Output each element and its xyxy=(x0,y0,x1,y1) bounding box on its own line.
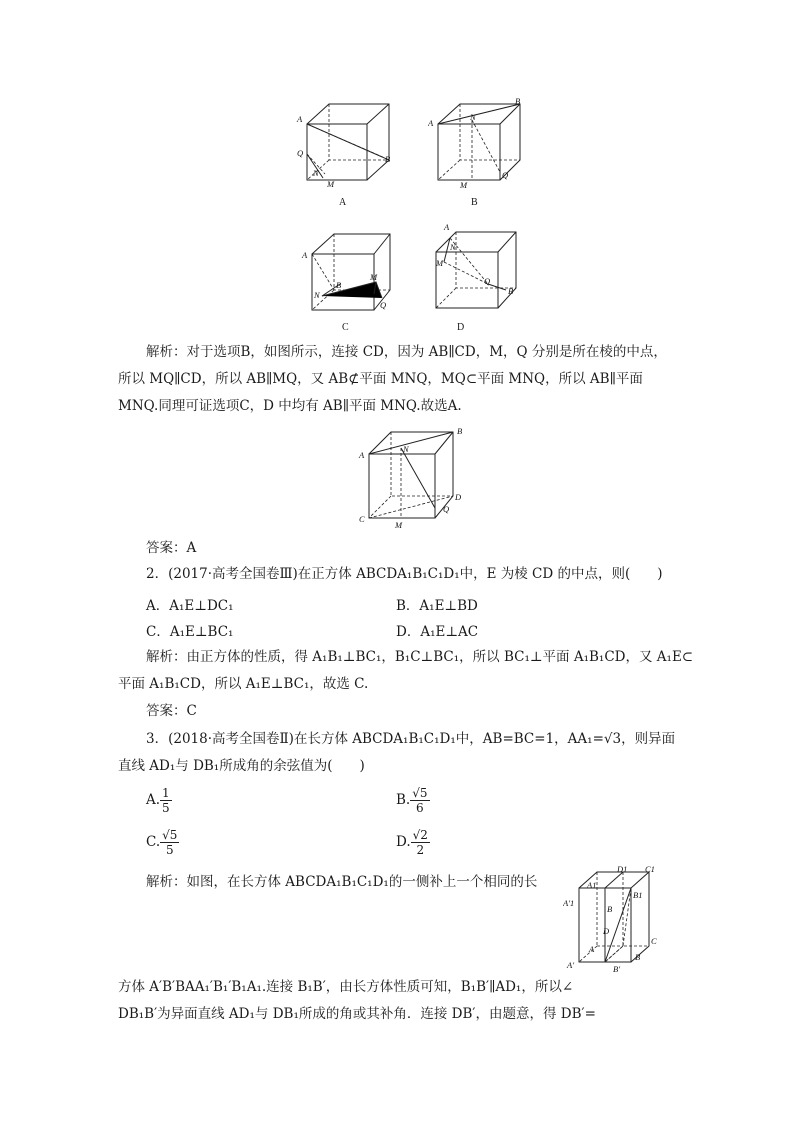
cub-label-a: A xyxy=(589,944,595,954)
fig-b-label-m: M xyxy=(460,180,468,188)
fig-d-label-a: A xyxy=(444,222,450,232)
q2-analysis-line-1: 解析：由正方体的性质，得 A₁B₁⊥BC₁，B₁C⊥BC₁，所以 BC₁⊥平面 A₁B₁CD，又 A₁E⊂ xyxy=(146,649,694,665)
cub-label-a1p: A'1 xyxy=(563,898,575,908)
q3-option-d-den: 2 xyxy=(416,843,425,857)
fig-a-label-b: B xyxy=(385,154,391,164)
q2-analysis-line-2: 平面 A₁B₁CD，所以 A₁E⊥BC₁，故选 C. xyxy=(118,676,369,692)
q3-analysis-line-2: 方体 A′B′BAA₁′B₁′B₁A₁.连接 B₁B′，由长方体性质可知，B₁B′∥AD₁，所以∠ xyxy=(118,979,574,995)
q3-stem-line-2: 直线 AD₁与 DB₁所成角的余弦值为( ) xyxy=(118,758,365,774)
sol-label-n: N xyxy=(403,444,409,454)
q3-analysis-line-3: DB₁B′为异面直线 AD₁与 DB₁所成的角或其补角．连接 DB′，由题意，得 DB′= xyxy=(118,1006,596,1022)
fig-d-label-b: B xyxy=(508,286,514,296)
fig-c-label-a: A xyxy=(302,250,308,260)
figure-b-caption: B xyxy=(471,197,478,208)
q2-option-b: B．A₁E⊥BD xyxy=(396,598,478,614)
fig-c-label-b: B xyxy=(336,280,342,290)
q1-analysis-line-1: 解析：对于选项B，如图所示，连接 CD，因为 AB∥CD，M，Q 分别是所在棱的中点， xyxy=(146,344,667,360)
q3-stem-line-1: 3．(2018·高考全国卷Ⅱ)在长方体 ABCDA₁B₁C₁D₁中，AB=BC=1，AA₁=√3，则异面 xyxy=(146,731,676,747)
q2-option-c: C．A₁E⊥BC₁ xyxy=(146,624,234,640)
q3-analysis-line-1: 解析：如图，在长方体 ABCDA₁B₁C₁D₁的一侧补上一个相同的长 xyxy=(146,874,538,890)
figure-d xyxy=(428,222,528,316)
q3-option-a xyxy=(146,786,172,815)
fig-a-label-a: A xyxy=(297,114,303,124)
q3-option-c-fraction xyxy=(160,828,179,857)
solution-figure xyxy=(355,422,467,532)
q3-option-b-den: 6 xyxy=(416,801,424,815)
fig-a-label-m: M xyxy=(327,179,335,188)
figure-b xyxy=(428,96,528,188)
cub-label-b-top: B xyxy=(607,904,613,914)
q3-option-c xyxy=(146,828,179,857)
q1-analysis-line-2: 所以 MQ∥CD，所以 AB∥MQ，又 AB⊄平面 MNQ，MQ⊂平面 MNQ，所以 AB∥平面 xyxy=(118,371,643,387)
sol-label-b: B xyxy=(457,426,463,436)
q3-option-d-label: D. xyxy=(396,834,411,850)
fig-d-label-n: N xyxy=(450,242,456,252)
q3-option-b xyxy=(396,786,430,815)
q3-option-d xyxy=(396,828,430,857)
q3-option-a-den: 5 xyxy=(162,801,170,815)
figure-a xyxy=(295,98,395,188)
cub-label-b: B xyxy=(635,952,641,962)
q2-option-a: A．A₁E⊥DC₁ xyxy=(146,598,234,614)
sol-label-d: D xyxy=(455,492,462,502)
fig-c-label-n: N xyxy=(314,290,320,300)
figure-d-caption: D xyxy=(457,322,465,333)
cub-label-a1: A1 xyxy=(587,880,597,890)
figure-c xyxy=(300,232,400,320)
cub-label-c1: C1 xyxy=(645,864,655,874)
figure-c-caption: C xyxy=(342,322,349,333)
q3-option-b-label: B. xyxy=(396,792,411,808)
cub-label-d1: D1 xyxy=(617,864,628,874)
q3-option-a-label: A. xyxy=(146,792,161,808)
q3-option-d-fraction xyxy=(411,828,430,857)
q3-option-c-label: C. xyxy=(146,834,161,850)
cub-label-bp: B' xyxy=(613,964,621,974)
q2-answer: 答案：C xyxy=(146,703,197,719)
sol-label-m: M xyxy=(395,520,403,530)
q1-answer: 答案：A xyxy=(146,540,197,556)
q3-option-d-num: √2 xyxy=(412,828,428,842)
figure-a-caption: A xyxy=(339,197,347,208)
cub-label-ap: A' xyxy=(567,960,575,970)
q2-stem: 2．(2017·高考全国卷Ⅲ)在正方体 ABCDA₁B₁C₁D₁中，E 为棱 CD 的中点，则( ) xyxy=(146,566,663,582)
q1-analysis-line-3: MNQ.同理可证选项C，D 中均有 AB∥平面 MNQ.故选A. xyxy=(118,398,462,414)
fig-b-label-n: N xyxy=(470,112,476,122)
fig-c-label-m: M xyxy=(370,272,378,282)
fig-d-label-q: Q xyxy=(484,276,491,286)
sol-label-a: A xyxy=(359,450,365,460)
q3-option-a-num: 1 xyxy=(162,786,170,800)
q3-option-c-num: √5 xyxy=(162,828,178,842)
cub-label-d: D xyxy=(603,926,610,936)
fig-c-label-q: Q xyxy=(380,300,387,310)
q3-option-c-den: 5 xyxy=(165,843,174,857)
fig-a-label-n: N xyxy=(313,168,319,178)
cub-label-c: C xyxy=(651,936,657,946)
sol-label-q: Q xyxy=(443,504,450,514)
sol-label-c: C xyxy=(359,514,365,524)
fig-b-label-q: Q xyxy=(502,170,509,180)
cub-label-b1: B1 xyxy=(633,890,643,900)
q3-option-b-num: √5 xyxy=(412,786,428,800)
fig-b-label-a: A xyxy=(428,118,434,128)
fig-a-label-q: Q xyxy=(297,148,304,158)
fig-b-label-b: B xyxy=(515,96,521,106)
q3-option-b-fraction xyxy=(410,786,429,815)
cuboid-figure xyxy=(563,864,673,974)
q3-option-a-fraction xyxy=(160,786,172,815)
fig-d-label-m: M xyxy=(436,258,444,268)
q2-option-d: D．A₁E⊥AC xyxy=(396,624,479,640)
